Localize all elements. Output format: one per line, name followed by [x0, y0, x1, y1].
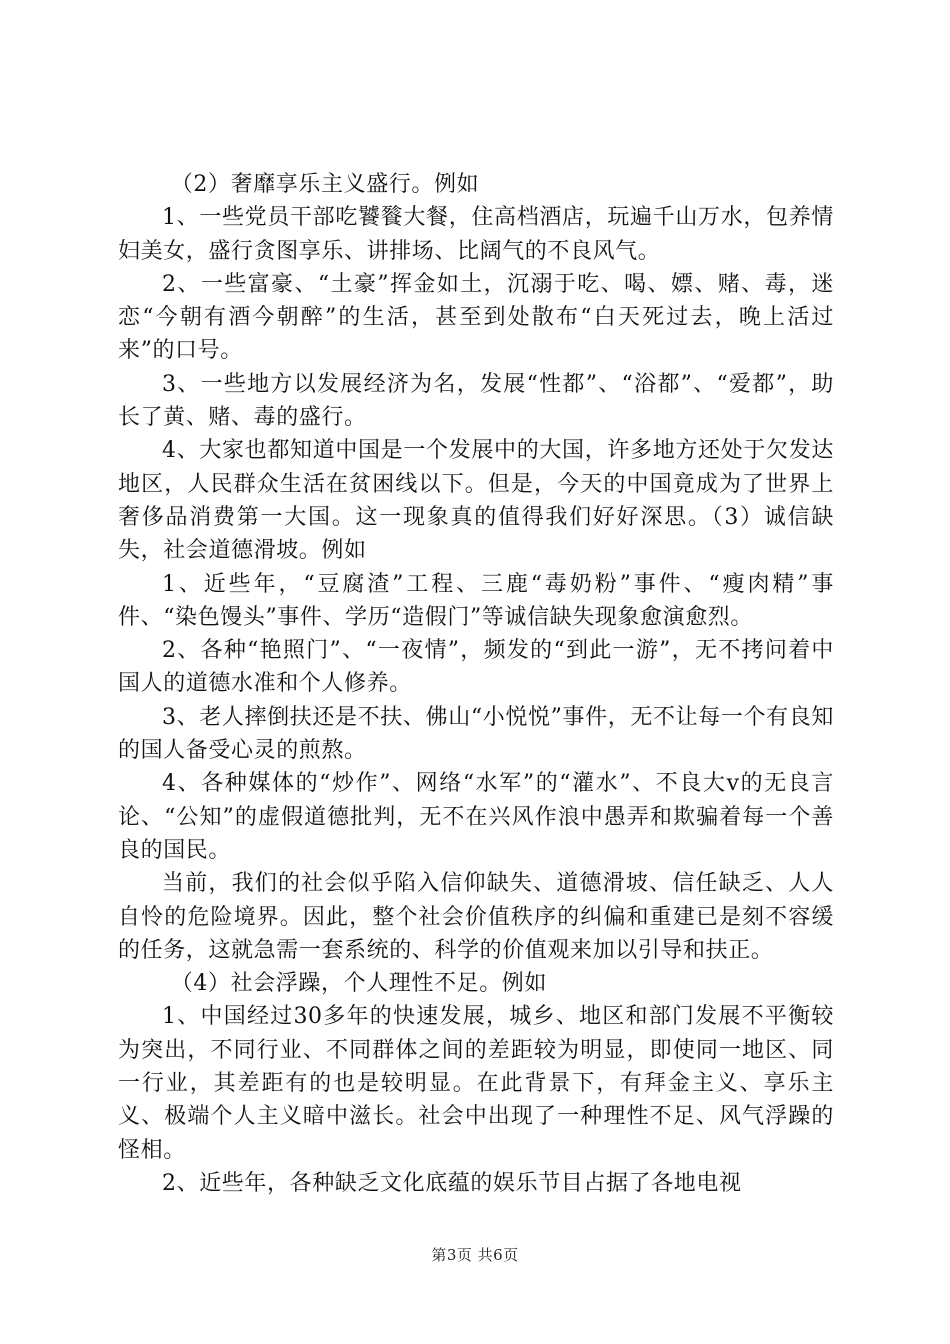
paragraph: 2、各种“艳照门”、“一夜情”，频发的“到此一游”，无不拷问着中国人的道德水准和个人修养。: [118, 638, 834, 697]
page-number-footer: 第3页 共6页: [431, 1246, 519, 1264]
paragraph: 2、一些富豪、“土豪”挥金如土，沉溺于吃、喝、嫖、赌、毒，迷恋“今朝有酒今朝醉”的生活，甚至到处散布“白天死过去，晚上活过来”的口号。: [118, 271, 834, 364]
paragraph: 2、近些年，各种缺乏文化底蕴的娱乐节目占据了各地电视: [162, 1170, 742, 1196]
paragraph: 3、一些地方以发展经济为名，发展“性都”、“浴都”、“爱都”，助长了黄、赌、毒的盛行。: [118, 371, 834, 431]
paragraph: 4、各种媒体的“炒作”、网络“水军”的“灌水”、不良大v的无良言论、“公知”的虚假道德批判，无不在兴风作浪中愚弄和欺骗着每一个善良的国民。: [118, 771, 834, 863]
paragraph: 1、近些年，“豆腐渣”工程、三鹿“毒奶粉”事件、“瘦肉精”事件、“染色馒头”事件、学历“造假门”等诚信缺失现象愈演愈烈。: [118, 571, 834, 630]
paragraph: 4、大家也都知道中国是一个发展中的大国，许多地方还处于欠发达地区，人民群众生活在贫困线以下。但是，今天的中国竟成为了世界上奢侈品消费第一大国。这一现象真的值得我们好好深思。（3）诚信缺失，社会道德滑坡。例如: [118, 438, 834, 564]
section-heading-2: （2）奢靡享乐主义盛行。例如: [170, 172, 480, 197]
section-heading-4: （4）社会浮躁，个人理性不足。例如: [170, 971, 547, 997]
document-body: [118, 168, 834, 1200]
paragraph: 1、一些党员干部吃饕餮大餐，住高档酒店，玩遍千山万水，包养情妇美女，盛行贪图享乐、讲排场、比阔气的不良风气。: [118, 205, 834, 264]
paragraph: 3、老人摔倒扶还是不扶、佛山“小悦悦”事件，无不让每一个有良知的国人备受心灵的煎熬。: [118, 704, 834, 764]
paragraph: 当前，我们的社会似乎陷入信仰缺失、道德滑坡、信任缺乏、人人自怜的危险境界。因此，整个社会价值秩序的纠偏和重建已是刻不容缓的任务，这就急需一套系统的、科学的价值观来加以引导和扶正。: [118, 871, 834, 963]
paragraph: 1、中国经过30多年的快速发展，城乡、地区和部门发展不平衡较为突出，不同行业、不同群体之间的差距较为明显，即使同一地区、同一行业，其差距有的也是较明显。在此背景下，有拜金主义、享乐主义、极端个人主义暗中滋长。社会中出现了一种理性不足、风气浮躁的怪相。: [118, 1004, 834, 1163]
